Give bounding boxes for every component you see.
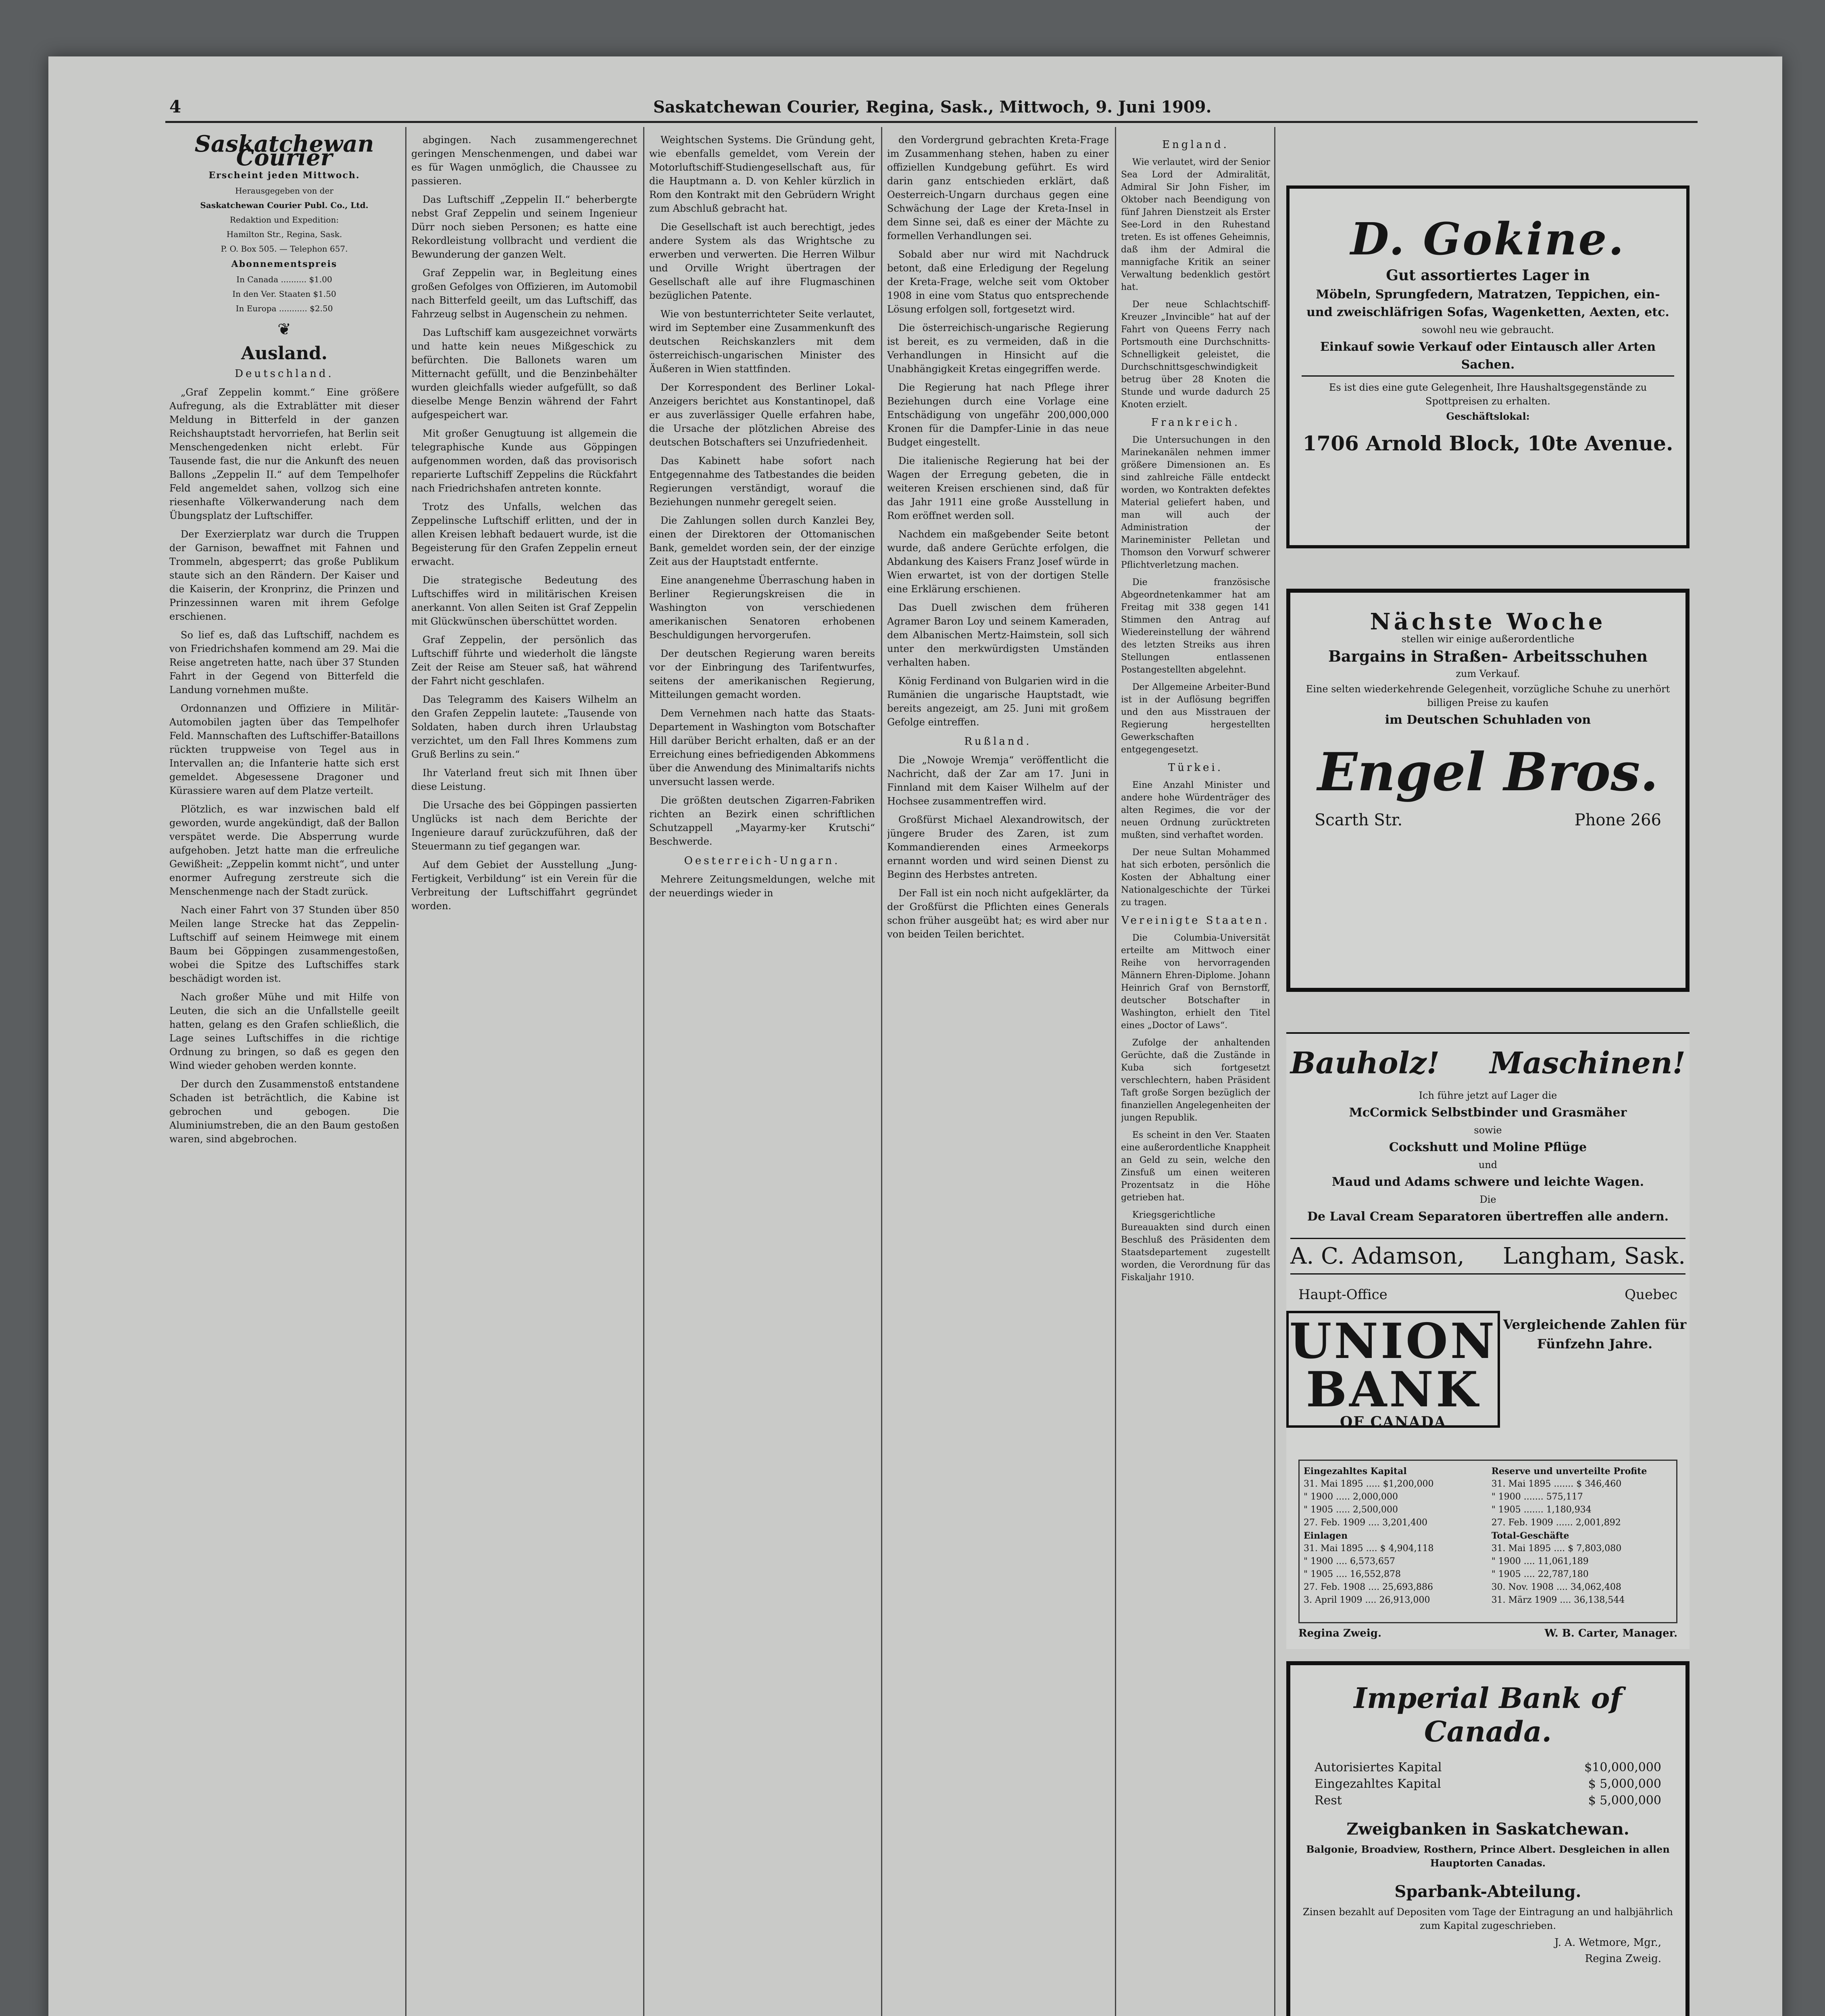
article-paragraph: Ordonnanzen und Offiziere in Militär-Automobilen jagten über das Tempelhofer Feld. Mannschaften des Luftschiffer-Bataillons rückten truppweise von Tegel aus in Intervallen an; die Infanterie hatte sich erst gemeldet. Abgesessene Dragoner und Kürassiere waren auf dem Platze verteilt. xyxy=(169,703,399,796)
article-paragraph: Eine Anzahl Minister und andere hohe Würdenträger des alten Regimes, die vor der neuen Ordnung zurücktreten mußten, sind verhaftet worden. xyxy=(1121,780,1270,840)
running-head: Saskatchewan Courier, Regina, Sask., Mittwoch, 9. Juni 1909. xyxy=(653,98,1212,117)
article-paragraph: Der Allgemeine Arbeiter-Bund ist in der Auflösung begriffen und den aus Misstrauen der Regierung hergestellten Gewerkschaften entgegengesetzt. xyxy=(1121,682,1270,755)
ad-headline: Maschinen! xyxy=(1490,1046,1685,1081)
ad-signature: Regina Zweig. xyxy=(1585,1953,1661,1965)
table-row: " 1900 .... 11,061,189 xyxy=(1491,1556,1589,1566)
article-paragraph: Die „Nowoje Wremja“ veröffentlicht die Nachricht, daß der Zar am 17. Juni in Finnland mit dem Kaiser Wilhelm auf der Hochsee zusammentreffen wird. xyxy=(887,754,1109,807)
subsection-heading: Frankreich. xyxy=(1151,417,1240,429)
column-3 xyxy=(649,133,875,2016)
table-row: " 1905 .... 16,552,878 xyxy=(1304,1569,1401,1579)
ad-signature: J. A. Wetmore, Mgr., xyxy=(1554,1937,1661,1949)
article-paragraph: König Ferdinand von Bulgarien wird in die Rumänien die ungarische Hauptstadt, wie bereits angezeigt, am 25. Juni mit großem Gefolge eintreffen. xyxy=(887,675,1109,728)
ad-phone: Phone 266 xyxy=(1574,811,1661,829)
ad-text: Maud und Adams schwere und leichte Wagen. xyxy=(1331,1175,1644,1189)
ad-text: Zinsen bezahlt auf Depositen vom Tage der Eintragung an und halbjährlich zum Kapital zugeschrieben. xyxy=(1303,1906,1673,1931)
article-paragraph: Eine anangenehme Überraschung haben in Berliner Regierungskreisen die in Washington von verschiedenen amerikanischen Senatoren erhobenen Beschuldigungen hervorgerufen. xyxy=(649,575,875,641)
capital-label: Eingezahltes Kapital xyxy=(1315,1777,1441,1791)
table-head: Einlagen xyxy=(1304,1531,1348,1541)
logo-line: UNION xyxy=(1289,1313,1497,1370)
ad-headline-row xyxy=(1290,1046,1685,1081)
article-paragraph: Zufolge der anhaltenden Gerüchte, daß die Zustände in Kuba sich fortgesetzt verschlechtern, haben Präsident Taft große Sorgen bezüglich der finanziellen Angelegenheiten der jungen Republik. xyxy=(1121,1038,1270,1123)
union-manager: W. B. Carter, Manager. xyxy=(1544,1627,1677,1639)
article-paragraph: Plötzlich, es war inzwischen bald elf geworden, wurde angekündigt, daß der Ballon verspätet werde. Die Absperrung wurde aufgehoben. Jetzt hatte man die erfreuliche Gewißheit: „Zeppelin kommt nicht“, und unter enormer Aufregung zerstreute sich die Menschenmenge nach der Stadt zurück. xyxy=(169,804,399,897)
article-paragraph: Die österreichisch-ungarische Regierung ist bereit, es zu vermeiden, daß in die Verhandlungen in Hinsicht auf die Unabhängigkeit Kretas eingegriffen werde. xyxy=(887,322,1109,375)
ad-text: Cockshutt und Moline Pflüge xyxy=(1389,1140,1587,1154)
capital-label: Rest xyxy=(1315,1793,1342,1808)
article-paragraph: Das Kabinett habe sofort nach Entgegennahme des Tatbestandes die beiden Regierungen verständigt, worauf die Beziehungen nunmehr geregelt seien. xyxy=(649,455,875,508)
union-office-label: Haupt-Office xyxy=(1298,1287,1388,1303)
capital-value: $ 5,000,000 xyxy=(1588,1793,1661,1808)
column-rule xyxy=(643,127,644,2016)
article-paragraph: Dem Vernehmen nach hatte das Staats-Departement in Washington vom Botschafter Hill darüber Bericht erhalten, daß er an der Erreichung eines befriedigenden Abkommens über die Anwendung des Minimaltarifs nichts unversucht lassen werde. xyxy=(649,708,875,787)
ad-text: Gut assortiertes Lager in xyxy=(1386,267,1590,284)
subsection-heading: England. xyxy=(1162,139,1229,151)
ad-text: zum Verkauf. xyxy=(1456,668,1520,679)
ad-place: Langham, Sask. xyxy=(1503,1243,1685,1269)
article-paragraph: Das Duell zwischen dem früheren Agramer Baron Loy und seinem Kameraden, dem Albanischen Mertz-Haimstein, soll sich unter den merkwürdigsten Umständen verhalten haben. xyxy=(887,602,1109,668)
ad-gokine xyxy=(1286,185,1690,548)
capital-value: $10,000,000 xyxy=(1584,1760,1661,1774)
masthead-office: Redaktion und Expedition: xyxy=(229,215,339,225)
column-4 xyxy=(887,133,1109,2016)
capital-row xyxy=(1315,1793,1661,1808)
ad-engel-bros xyxy=(1286,589,1690,992)
subscription-price: In Europa ........... $2.50 xyxy=(235,304,333,313)
masthead-publisher: Saskatchewan Courier Publ. Co., Ltd. xyxy=(200,200,369,210)
article-paragraph: Der neue Sultan Mohammed hat sich erboten, persönlich die Kosten der Abhaltung einer Nationalgeschichte der Türkei zu tragen. xyxy=(1121,848,1270,908)
ad-title: D. Gokine. xyxy=(1350,213,1625,265)
table-row: 31. Mai 1895 ....... $ 346,460 xyxy=(1491,1479,1622,1489)
union-tables xyxy=(1286,1456,1690,1649)
subsection-heading: Türkei. xyxy=(1168,762,1223,774)
page-number: 4 xyxy=(169,97,181,117)
article-paragraph: Die Gesellschaft ist auch berechtigt, jedes andere System als das Wrightsche zu erwerben und verwerten. Die Herren Wilbur und Orville Wright übertragen der Gesellschaft alle auf ihre Flugmaschinen bezüglichen Patente. xyxy=(649,221,875,301)
subsection-heading: Vereinigte Staaten. xyxy=(1121,914,1270,927)
masthead-frequency: Erscheint jeden Mittwoch. xyxy=(208,170,360,181)
union-office-city: Quebec xyxy=(1625,1287,1677,1303)
ad-subheading: Zweigbanken in Saskatchewan. xyxy=(1346,1820,1629,1839)
column-rule xyxy=(1115,127,1116,2016)
table-row: " 1905 .... 22,787,180 xyxy=(1491,1569,1589,1579)
ad-text: De Laval Cream Separatoren übertreffen alle andern. xyxy=(1307,1210,1669,1224)
table-row: " 1905 ..... 2,500,000 xyxy=(1304,1505,1398,1515)
capital-value: $ 5,000,000 xyxy=(1588,1777,1661,1791)
ad-text: Einkauf sowie Verkauf oder Eintausch aller Arten Sachen. xyxy=(1320,340,1656,372)
union-head-row xyxy=(1298,1287,1677,1303)
table-head: Eingezahltes Kapital xyxy=(1304,1466,1407,1477)
article-paragraph: Kriegsgerichtliche Bureauakten sind durch einen Beschluß des Präsidenten dem Staatsdepartement zugestellt worden, die Verordnung für das Fiskaljahr 1910. xyxy=(1121,1210,1270,1283)
section-heading: Ausland. xyxy=(241,343,328,364)
article-paragraph: Der Korrespondent des Berliner Lokal-Anzeigers berichtet aus Konstantinopel, daß er aus zuverlässiger Quelle erfahren habe, die Ursache der plötzlichen Abreise des deutschen Botschafters sei Unzufriedenheit. xyxy=(649,382,875,448)
article-paragraph: Auf dem Gebiet der Ausstellung „Jung-Fertigkeit, Verbildung“ ist ein Verein für die Verbreitung der Luftschiffahrt gegründet worden. xyxy=(411,859,637,912)
masthead-title: Saskatchewan Courier xyxy=(194,133,374,171)
ad-headline: Bauholz! xyxy=(1290,1046,1440,1081)
ornament-icon: ❦ xyxy=(277,320,291,339)
header-rule xyxy=(165,121,1698,123)
table-row: 3. April 1909 .... 26,913,000 xyxy=(1304,1595,1430,1605)
ad-text: stellen wir einige außerordentliche xyxy=(1401,633,1575,645)
subsection-heading: Rußland. xyxy=(964,735,1032,748)
article-paragraph: So lief es, daß das Luftschiff, nachdem es von Friedrichshafen kommend am 29. Mai die Reise angetreten hatte, nach über 37 Stunden Fahrt in der Gegend von Bitterfeld die Landung vornehmen mußte. xyxy=(169,629,399,696)
table-row: 27. Feb. 1908 .... 25,693,886 xyxy=(1304,1582,1433,1592)
masthead-office: Hamilton Str., Regina, Sask. xyxy=(226,229,342,239)
table-row: 31. Mai 1895 ..... $1,200,000 xyxy=(1304,1479,1434,1489)
subscription-head: Abonnementspreis xyxy=(231,259,338,269)
table-row: 27. Feb. 1909 ...... 2,001,892 xyxy=(1491,1518,1621,1528)
table-row: 27. Feb. 1909 .... 3,201,400 xyxy=(1304,1518,1428,1528)
ad-address: 1706 Arnold Block, 10te Avenue. xyxy=(1302,431,1673,455)
article-paragraph: Nachdem ein maßgebender Seite betont wurde, daß andere Gerüchte erfolgen, die Abdankung des Kaisers Franz Josef würde in Wien erwartet, ist von der dortigen Stelle eine Erklärung erschienen. xyxy=(887,529,1109,595)
logo-line: BANK xyxy=(1306,1361,1481,1418)
article-paragraph: Die größten deutschen Zigarren-Fabriken richten an Bezirk einen schriftlichen Schutzappell „Mayarmy-ker Krutschi“ Beschwerde. xyxy=(649,795,875,847)
ad-contact-row xyxy=(1315,811,1661,829)
article-paragraph: Wie verlautet, wird der Senior Sea Lord der Admiralität, Admiral Sir John Fisher, im Oktober nach Beendigung von fünf Jahren Dienstzeit als Erster See-Lord in den Ruhestand treten. Es ist offenes Geheimnis, daß ihm der Admiral die mannigfache Kritik an seiner Verwaltung bedenklich gestört hat. xyxy=(1121,157,1270,292)
article-paragraph: Weightschen Systems. Die Gründung geht, wie ebenfalls gemeldet, vom Verein der Motorluftschiff-Studiengesellschaft aus, für die Hauptmann a. D. von Kehler kürzlich in Rom den Kontrakt mit den Gebrüdern Wright zum Abschluß gebracht hat. xyxy=(649,134,875,214)
column-1 xyxy=(169,133,399,2016)
table-row: " 1900 ....... 575,117 xyxy=(1491,1492,1583,1502)
union-table-left xyxy=(1304,1465,1484,1607)
article-paragraph: Das Telegramm des Kaisers Wilhelm an den Grafen Zeppelin lautete: „Tausende von Soldaten, haben durch ihren Urlaubstag verzichtet, um den Fall Ihres Kommens zum Gruß Berlins zu sein.“ xyxy=(411,694,637,760)
article-paragraph: Nach großer Mühe und mit Hilfe von Leuten, die sich an die Unfallstelle geeilt hatten, gelang es den Grafen schließlich, die Lage seines Luftschiffes in die richtige Ordnung zu bringen, so daß es gegen den Wind wieder gehoben werden konnte. xyxy=(169,991,399,1071)
article-paragraph: Die Zahlungen sollen durch Kanzlei Bey, einen der Direktoren der Ottomanischen Bank, gemeldet worden sein, der der einzige Zeit aus der Hauptstadt entfernte. xyxy=(649,515,875,567)
article-paragraph: Der durch den Zusammenstoß entstandene Schaden ist beträchtlich, die Kabine ist gebrochen und gebogen. Die Aluminiumstreben, die an den Baum gestoßen waren, sind abgebrochen. xyxy=(169,1079,399,1145)
article-paragraph: Wie von bestunterrichteter Seite verlautet, wird im September eine Zusammenkunft des deutschen Reichskanzlers mit dem österreichisch-ungarischen Minister des Äußeren in Wien stattfinden. xyxy=(649,308,875,375)
ad-text: sowohl neu wie gebraucht. xyxy=(1422,324,1554,335)
column-5 xyxy=(1121,133,1270,2016)
ad-text: Es ist dies eine gute Gelegenheit, Ihre Haushaltsgegenstände zu Spottpreisen zu erhalten. xyxy=(1302,375,1674,408)
article-paragraph: Die Columbia-Universität erteilte am Mittwoch einer Reihe von hervorragenden Männern Ehren-Diplome. Johann Heinrich Graf von Bernstorff, deutscher Botschafter in Washington, erhielt den Titel eines „Doctor of Laws“. xyxy=(1121,933,1270,1031)
subsection-heading: Deutschland. xyxy=(235,368,334,380)
article-paragraph: Sobald aber nur wird mit Nachdruck betont, daß eine Erledigung der Regelung der Kreta-Frage, welche seit vom Oktober 1908 in eine vom Status quo entsprechende Lösung erfolgen soll, fortgesetzt wird. xyxy=(887,249,1109,315)
article-paragraph: Die Regierung hat nach Pflege ihrer Beziehungen durch eine Vorlage eine Entschädigung von ungefähr 200,000,000 Kronen für die Dampfer-Linie in das neue Budget eingestellt. xyxy=(887,382,1109,448)
union-branch: Regina Zweig. xyxy=(1298,1627,1382,1639)
union-table-box xyxy=(1298,1460,1677,1623)
ad-imperial-bank xyxy=(1286,1661,1690,2016)
ad-text: sowie xyxy=(1474,1125,1502,1136)
subscription-price: In den Ver. Staaten $1.50 xyxy=(232,289,336,299)
column-rule xyxy=(1274,127,1275,2016)
article-paragraph: Der Fall ist ein noch nicht aufgeklärter, da der Großfürst die Pflichten eines Generals schon früher ausgeübt hat; es wird aber nur von beiden Teilen berichtet. xyxy=(887,887,1109,940)
article-paragraph: Die strategische Bedeutung des Luftschiffes wird in militärischen Kreisen anerkannt. Von allen Seiten ist Graf Zeppelin mit Glückwünschen überschüttet worden. xyxy=(411,575,637,627)
ad-text: Möbeln, Sprungfedern, Matratzen, Teppichen, ein- und zweischläfrigen Sofas, Wagenketten, Aexten, etc. xyxy=(1306,287,1669,319)
article-paragraph: Graf Zeppelin war, in Begleitung eines großen Gefolges von Offizieren, im Automobil nach Bitterfeld geeilt, um das Luftschiff, das Fahrzeug selbst in Augenschein zu nehmen. xyxy=(411,267,637,320)
table-row: " 1900 .... 6,573,657 xyxy=(1304,1556,1396,1566)
ad-text: McCormick Selbstbinder und Grasmäher xyxy=(1349,1106,1627,1120)
ad-brand-name: Engel Bros. xyxy=(1317,741,1658,803)
table-row: " 1905 ....... 1,180,934 xyxy=(1491,1505,1592,1515)
article-paragraph: Ihr Vaterland freut sich mit Ihnen über diese Leistung. xyxy=(411,767,637,792)
article-paragraph: Mehrere Zeitungsmeldungen, welche mit der neuerdings wieder in xyxy=(649,874,875,899)
article-paragraph: Das Luftschiff kam ausgezeichnet vorwärts und hatte kein neues Mißgeschick zu befürchten. Die Ballonets waren um Mitternacht gefüllt, und die Benzinbehälter wurden gleichfalls wieder aufgefüllt, so daß dieselbe Menge Benzin während der Fahrt aufgespeichert war. xyxy=(411,327,637,421)
article-paragraph: Nach einer Fahrt von 37 Stunden über 850 Meilen lange Strecke hat das Zeppelin-Luftschiff auf seinem Heimwege mit einem Baum bei Göppingen zusammengestoßen, wobei die Spitze des Luftschiffes stark beschädigt worden ist. xyxy=(169,904,399,984)
article-paragraph: Die Ursache des bei Göppingen passierten Unglücks ist nach dem Berichte der Ingenieure darauf zurückzuführen, daß der Steuermann zu tief gegangen war. xyxy=(411,800,637,852)
article-paragraph: Graf Zeppelin, der persönlich das Luftschiff führte und wiederholt die längste Zeit der Reise am Steuer saß, hat während der Fahrt nicht geschlafen. xyxy=(411,634,637,687)
subscription-price: In Canada .......... $1.00 xyxy=(236,275,332,284)
ad-title: Imperial Bank of Canada. xyxy=(1354,1681,1622,1748)
article-paragraph: Die italienische Regierung hat bei der Wagen der Erregung gebeten, die in weiteren Kreisen erschienen sind, daß für das Jahr 1911 eine große Ausstellung in Rom eröffnet werden soll. xyxy=(887,455,1109,521)
article-paragraph: Trotz des Unfalls, welchen das Zeppelinsche Luftschiff erlitten, und der in allen Kreisen lebhaft bedauert wurde, ist die Begeisterung für den Grafen Zeppelin erneut erwacht. xyxy=(411,501,637,567)
ad-title: Nächste Woche xyxy=(1370,608,1606,635)
masthead-publisher: Herausgegeben von der xyxy=(235,186,333,196)
masthead-office: P. O. Box 505. — Telephon 657. xyxy=(221,244,348,254)
union-side-text: Vergleichende Zahlen für Fünfzehn Jahre. xyxy=(1503,1317,1687,1352)
column-rule xyxy=(881,127,882,2016)
ad-text: im Deutschen Schuhladen von xyxy=(1385,713,1591,727)
ad-text: Die xyxy=(1479,1194,1496,1205)
article-paragraph: Das Luftschiff „Zeppelin II.“ beherbergte nebst Graf Zeppelin und seinem Ingenieur Dürr noch sieben Personen; es hatte eine Rekordleistung vollbracht und verdient die Bewunderung der ganzen Welt. xyxy=(411,194,637,260)
table-head: Total-Geschäfte xyxy=(1491,1531,1569,1541)
newspaper-page xyxy=(48,56,1782,2016)
article-paragraph: Der Exerzierplatz war durch die Truppen der Garnison, bewaffnet mit Fahnen und Trommeln, abgesperrt; das große Publikum staute sich an den Rändern. Der Kaiser und die Kaiserin, der Kronprinz, die Prinzen und Prinzessinnen waren mit ihrem Gefolge erschienen. xyxy=(169,529,399,622)
union-foot-row xyxy=(1298,1627,1677,1639)
union-bank-logo xyxy=(1286,1311,1500,1431)
ad-signature-row xyxy=(1290,1238,1685,1275)
article-paragraph: abgingen. Nach zusammengerechnet geringen Menschenmengen, und dabei war es für Wagen unmöglich, die Chaussee zu passieren. xyxy=(411,134,637,187)
table-row: " 1900 ..... 2,000,000 xyxy=(1304,1492,1398,1502)
ad-name: A. C. Adamson, xyxy=(1290,1243,1465,1269)
capital-label: Autorisiertes Kapital xyxy=(1315,1760,1442,1774)
article-paragraph: Die Untersuchungen in den Marinekanälen nehmen immer größere Dimensionen an. Es sind zahlreiche Fälle entdeckt worden, wo Kontrakten defektes Material geliefert haben, und man will auch der Administration der Marineminister Pelletan und Thomson den Vorwurf schwerer Pflichtverletzung machen. xyxy=(1121,435,1270,570)
article-paragraph: „Graf Zeppelin kommt.“ Eine größere Aufregung, als die Extrablätter mit dieser Meldung in Bitterfeld in der ganzen Reichshauptstadt hervorriefen, hat Berlin seit Menschengedenken nicht erlebt. Für Tausende fast, die nur die Ankunft des neuen Ballons „Zeppelin II.“ auf dem Tempelhofer Feld angemeldet sahen, vollzog sich eine riesenhafte Völkerwanderung nach dem Übungsplatz der Luftschiffer. xyxy=(169,387,399,521)
article-paragraph: Großfürst Michael Alexandrowitsch, der jüngere Bruder des Zaren, ist zum Kommandierenden eines Armeekorps ernannt worden und wird seinen Dienst zu Beginn des Herbstes antreten. xyxy=(887,814,1109,880)
ad-street: Scarth Str. xyxy=(1315,811,1403,829)
article-paragraph: Mit großer Genugtuung ist allgemein die telegraphische Kunde aus Göppingen aufgenommen worden, daß das provisorisch reparierte Luftschiff Zeppelins die Rückfahrt nach Friedrichshafen antreten konnte. xyxy=(411,428,637,494)
ad-text: und xyxy=(1478,1159,1498,1170)
table-row: 30. Nov. 1908 .... 34,062,408 xyxy=(1491,1582,1621,1592)
article-paragraph: Die französische Abgeordnetenkammer hat am Freitag mit 338 gegen 141 Stimmen den Antrag auf Wiedereinstellung der während des letzten Streiks aus ihren Stellungen entlassenen Postangestellten abgelehnt. xyxy=(1121,577,1270,675)
ad-text: Balgonie, Broadview, Rosthern, Prince Albert. Desgleichen in allen Hauptorten Canadas. xyxy=(1306,1843,1670,1869)
column-2 xyxy=(411,133,637,2016)
article-paragraph: Der deutschen Regierung waren bereits vor der Einbringung des Tarifentwurfes, seitens der amerikanischen Regierung, Mitteilungen gemacht worden. xyxy=(649,648,875,700)
ad-text: Ich führe jetzt auf Lager die xyxy=(1419,1090,1557,1101)
table-row: 31. März 1909 .... 36,138,544 xyxy=(1491,1595,1625,1605)
table-row: 31. Mai 1895 .... $ 7,803,080 xyxy=(1491,1543,1622,1554)
union-bank-block xyxy=(1286,1311,1690,1431)
table-head: Reserve und unverteilte Profite xyxy=(1491,1466,1647,1477)
column-rule xyxy=(405,127,406,2016)
ad-text: Eine selten wiederkehrende Gelegenheit, vorzügliche Schuhe zu unerhört billigen Preise zu kaufen xyxy=(1306,683,1670,708)
article-paragraph: den Vordergrund gebrachten Kreta-Frage im Zusammenhang stehen, haben zu einer offiziellen Kundgebung geführt. Es wird darin ganz entschieden erklärt, daß Oesterreich-Ungarn durchaus gegen eine Schwächung der Lage der Kreta-Insel in dem Sinne sei, daß es einer der Mächte zu formellen Verhandlungen sei. xyxy=(887,134,1109,242)
union-table-right xyxy=(1492,1465,1672,1607)
article-paragraph: Es scheint in den Ver. Staaten eine außerordentliche Knappheit an Geld zu sein, welche den Zinsfuß um einen weiteren Prozentsatz in die Höhe getrieben hat. xyxy=(1121,1130,1270,1203)
ad-subheading: Sparbank-Abteilung. xyxy=(1394,1882,1581,1901)
ad-text: Geschäftslokal: xyxy=(1446,410,1530,422)
ad-text: Bargains in Straßen- Arbeitsschuhen xyxy=(1328,647,1648,665)
capital-row xyxy=(1315,1760,1661,1774)
page-header xyxy=(48,56,1782,125)
capital-row xyxy=(1315,1777,1661,1791)
article-paragraph: Der neue Schlachtschiff-Kreuzer „Invincible“ hat auf der Fahrt von Queens Ferry nach Portsmouth eine Durchschnitts-Schnelligkeit geleistet, die Durchschnittsgeschwindigkeit betrug über 28 Knoten die Stunde und wurde dadurch 25 Knoten erzielt. xyxy=(1121,300,1270,410)
logo-line: OF CANADA xyxy=(1340,1414,1447,1431)
subsection-heading: Oesterreich-Ungarn. xyxy=(684,855,840,867)
table-row: 31. Mai 1895 .... $ 4,904,118 xyxy=(1304,1543,1434,1554)
